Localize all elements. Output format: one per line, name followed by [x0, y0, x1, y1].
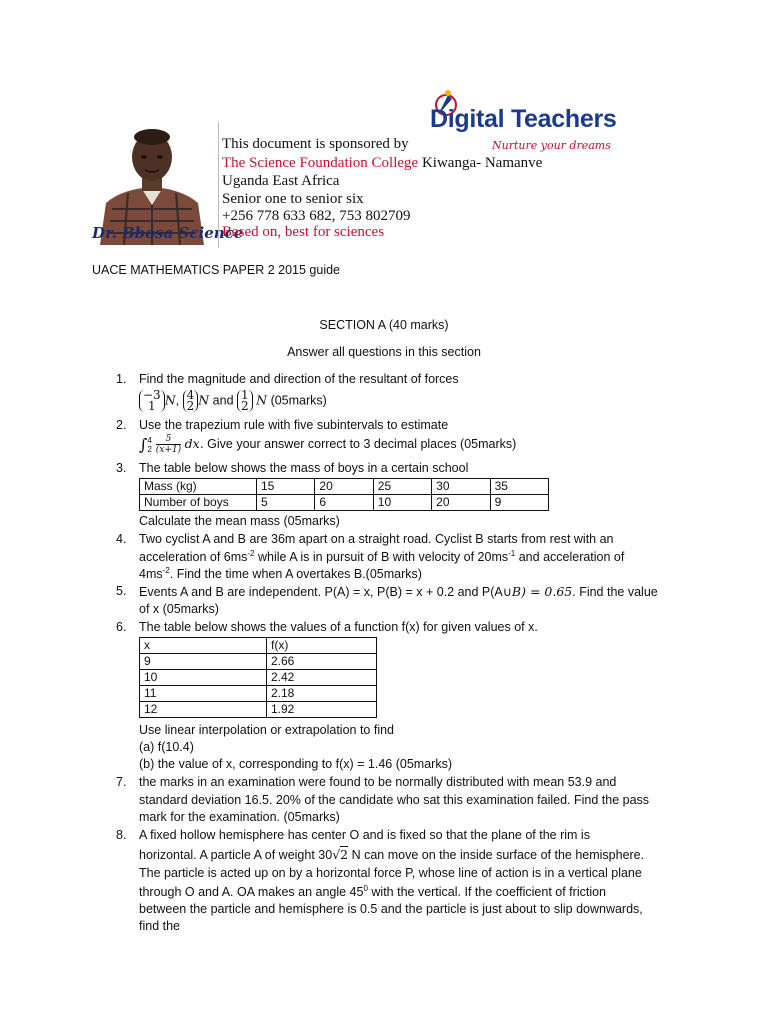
- question-text: Calculate the mean mass (05marks): [139, 514, 340, 528]
- section-instruction: Answer all questions in this section: [287, 345, 481, 359]
- question-text: Use linear interpolation or extrapolation to find: [139, 723, 395, 737]
- document-title: UACE MATHEMATICS PAPER 2 2015 guide: [92, 263, 341, 277]
- integral-line: ∫4 $2 \frac{5}{(x+1)}$ dx. Give your answer correct to 3 decimal places (05marks): [139, 434, 517, 455]
- question-text-line: through O and A. OA makes an angle $45^0$ with the vertical. If the coefficient of friction: [139, 884, 606, 900]
- force-vector: 1 2: [237, 390, 253, 412]
- question-text: Find the magnitude and direction of the resultant of forces: [139, 372, 459, 386]
- table-row: 12 1.92: [140, 702, 377, 718]
- question-text: between the particle and hemisphere is 0.5 and the particle is just about to slip downwards,: [139, 902, 643, 916]
- question-number: 2.: [116, 418, 127, 432]
- question-text-line: acceleration of $6ms^{-2}$ while A is in pursuit of B with velocity of $20ms^{-1}$ and acceleration of: [139, 549, 625, 565]
- question-text: mark for the examination. (05marks): [139, 810, 340, 824]
- question-text: A fixed hollow hemisphere has center O and is fixed so that the plane of the rim is: [139, 828, 590, 842]
- question-text: standard deviation 16.5. 20% of the candidate who sat this examination failed. Find the pass: [139, 793, 650, 807]
- mass-table: [139, 478, 549, 511]
- question-text: Use the trapezium rule with five subintervals to estimate: [139, 418, 449, 432]
- question-number: 4.: [116, 532, 127, 546]
- question-number: 5.: [116, 584, 127, 598]
- college-location: Kiwanga- Namanve: [421, 155, 543, 171]
- section-title: SECTION A (40 marks): [319, 318, 449, 332]
- table-row: Number of boys 5 6 10 20 9: [140, 495, 549, 511]
- question-subpart: (b) the value of x, corresponding to f(x) = 1.46 (05marks): [139, 757, 452, 771]
- logo-tagline: Nurture your dreams: [492, 139, 611, 152]
- question-text: The table below shows the values of a function f(x) for given values of x.: [139, 620, 538, 634]
- college-name: The Science Foundation College: [222, 155, 419, 171]
- question-text: The particle is acted up on by a horizontal force P, whose line of action is in a vertical plane: [139, 866, 642, 880]
- force-vector: −3 1: [139, 390, 165, 412]
- question-number: 6.: [116, 620, 127, 634]
- table-row: Mass (kg) 15 20 25 30 35: [140, 479, 549, 495]
- photo-caption: Dr. Bbosa Science: [92, 224, 244, 242]
- question-text: Two cyclist A and B are 36m apart on a straight road. Cyclist B starts from rest with an: [139, 532, 614, 546]
- function-table: [139, 637, 377, 718]
- sponsor-line: This document is sponsored by: [222, 136, 409, 152]
- question-text-line: Events A and B are independent. P(A) = x, P(B) = x + 0.2 and P(A∪B) = 0.65. Find the value: [139, 584, 658, 599]
- sponsor-line: Senior one to senior six: [222, 191, 364, 207]
- sponsor-block: [218, 122, 599, 248]
- table-row: 11 2.18: [140, 686, 377, 702]
- forces-line: −3 1 N, 4 2 N and 1 2 N (05marks): [139, 390, 327, 412]
- question-text: find the: [139, 919, 181, 933]
- question-number: 8.: [116, 828, 127, 842]
- question-number: 3.: [116, 461, 127, 475]
- question-number: 1.: [116, 372, 127, 386]
- question-subpart: (a) f(10.4): [139, 740, 194, 754]
- force-vector: 4 2: [183, 390, 199, 412]
- logo-name: Digital Teachers: [430, 105, 617, 133]
- question-text-line: horizontal. A particle A of weight 30√2 N can move on the inside surface of the hemisphere.: [139, 847, 645, 862]
- table-row: 10 2.42: [140, 670, 377, 686]
- sponsor-college-line: [222, 155, 542, 172]
- question-number: 7.: [116, 775, 127, 789]
- question-text: the marks in an examination were found to be normally distributed with mean 53.9 and: [139, 775, 617, 789]
- sponsor-line: Uganda East Africa: [222, 173, 340, 189]
- table-row: x f(x): [140, 638, 377, 654]
- question-text: The table below shows the mass of boys in a certain school: [139, 461, 469, 475]
- question-text: of x (05marks): [139, 602, 219, 616]
- sponsor-phone: +256 778 633 682, 753 802709: [222, 208, 411, 224]
- sponsor-slogan: Based on, best for sciences: [222, 224, 385, 240]
- question-text-line: $4ms^{-2}$. Find the time when A overtakes B.(05marks): [139, 566, 422, 582]
- table-row: 9 2.66: [140, 654, 377, 670]
